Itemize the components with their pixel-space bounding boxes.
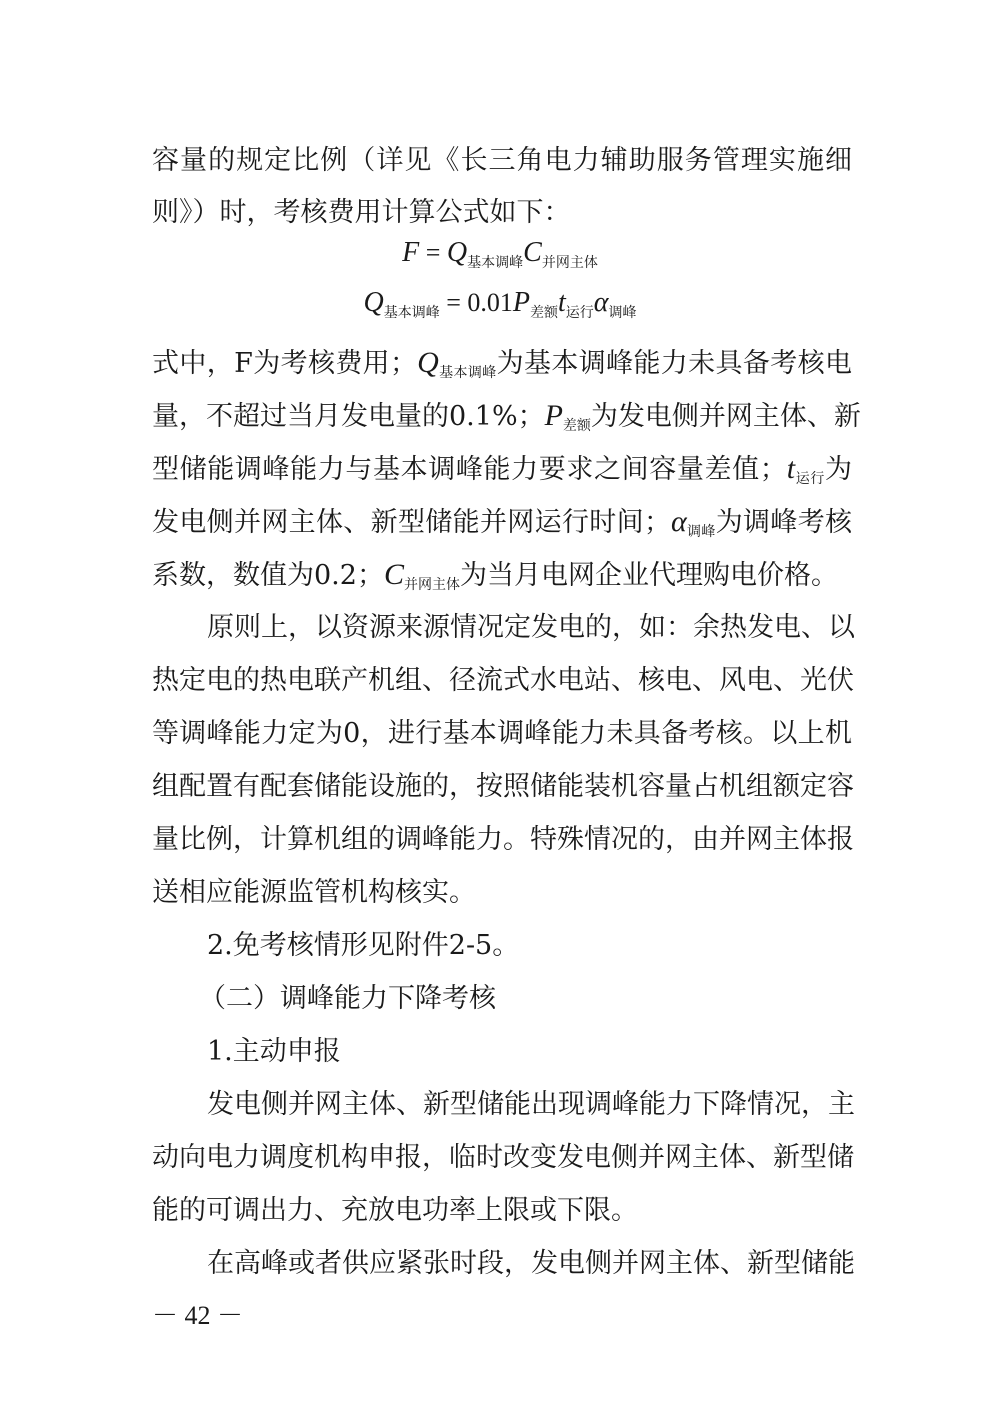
text-run: 型储能调峰能力与基本调峰能力要求之间容量差值； [152,454,787,485]
section-heading: （二）调峰能力下降考核 [199,983,496,1014]
formula-operator: = [425,238,441,267]
formula-subscript: 并网主体 [541,255,598,271]
sub-heading: 1.主动申报 [207,1036,341,1067]
symbol-subscript: 运行 [795,471,826,487]
paragraph-line [152,398,861,444]
symbol-alpha: α [670,505,687,538]
text-run: 为发电侧并网主体、新 [590,401,861,432]
paragraph-line: 容量的规定比例（详见《长三角电力辅助服务管理实施细 [152,145,852,176]
text-run: 系数，数值为0.2； [152,560,384,591]
formula-subscript: 差额 [530,305,559,321]
text-run: 为基本调峰能力未具备考核电 [496,348,853,379]
formula-var: F [402,237,420,268]
formula-var: Q [363,287,384,318]
formula-operator: = [446,288,461,317]
paragraph-line: 组配置有配套储能设施的，按照储能装机容量占机组额定容 [152,771,854,802]
paragraph-line: 量比例，计算机组的调峰能力。特殊情况的，由并网主体报 [152,824,854,855]
paragraph-line: 则》）时，考核费用计算公式如下： [152,197,571,228]
symbol-t: t [786,452,796,485]
text-run: 发电侧并网主体、新型储能并网运行时间； [152,507,671,538]
symbol-q: Q [417,346,439,379]
symbol-subscript: 差额 [562,418,591,434]
formula-var: P [512,287,531,318]
text-run: 为当月电网企业代理购电价格。 [459,560,838,591]
symbol-subscript: 基本调峰 [438,365,497,381]
formula-subscript: 基本调峰 [383,305,440,321]
formula-var: t [558,287,566,318]
text-run: 量，不超过当月发电量的0.1%； [152,401,545,432]
symbol-c: C [383,558,404,591]
paragraph-line: 动向电力调度机构申报，临时改变发电侧并网主体、新型储 [152,1142,854,1173]
paragraph-line [152,557,852,603]
formula-var: Q [446,237,468,268]
formula-var: C [523,237,542,268]
formula-2 [0,286,1000,330]
paragraph-line: 送相应能源监管机构核实。 [152,877,476,908]
text-run: 为 [825,454,853,485]
text-run: 为调峰考核 [715,507,853,538]
paragraph-line: 发电侧并网主体、新型储能出现调峰能力下降情况，主 [207,1089,855,1120]
formula-coefficient: 0.01 [467,288,513,317]
paragraph-line: 原则上，以资源来源情况定发电的，如：余热发电、以 [207,612,855,643]
text-run: 式中，F为考核费用； [152,348,418,379]
symbol-subscript: 调峰 [686,524,716,540]
formula-subscript: 调峰 [608,305,637,321]
list-item: 2.免考核情形见附件2-5。 [207,930,520,961]
symbol-subscript: 并网主体 [403,577,460,593]
formula-subscript: 运行 [565,305,594,321]
paragraph-line: 在高峰或者供应紧张时段，发电侧并网主体、新型储能 [207,1248,855,1279]
formula-subscript: 基本调峰 [467,255,524,271]
paragraph-line: 能的可调出力、充放电功率上限或下限。 [152,1195,638,1226]
symbol-p: P [544,399,563,432]
formula-var: α [593,287,609,318]
paragraph-line [152,451,852,497]
paragraph-line: 热定电的热电联产机组、径流式水电站、核电、风电、光伏 [152,665,854,696]
paragraph-line [152,504,852,550]
formula-1 [0,236,1000,280]
paragraph-line: 等调峰能力定为0，进行基本调峰能力未具备考核。以上机 [152,718,852,749]
page-number: － 42 － [152,1301,244,1330]
paragraph-line [152,345,852,391]
